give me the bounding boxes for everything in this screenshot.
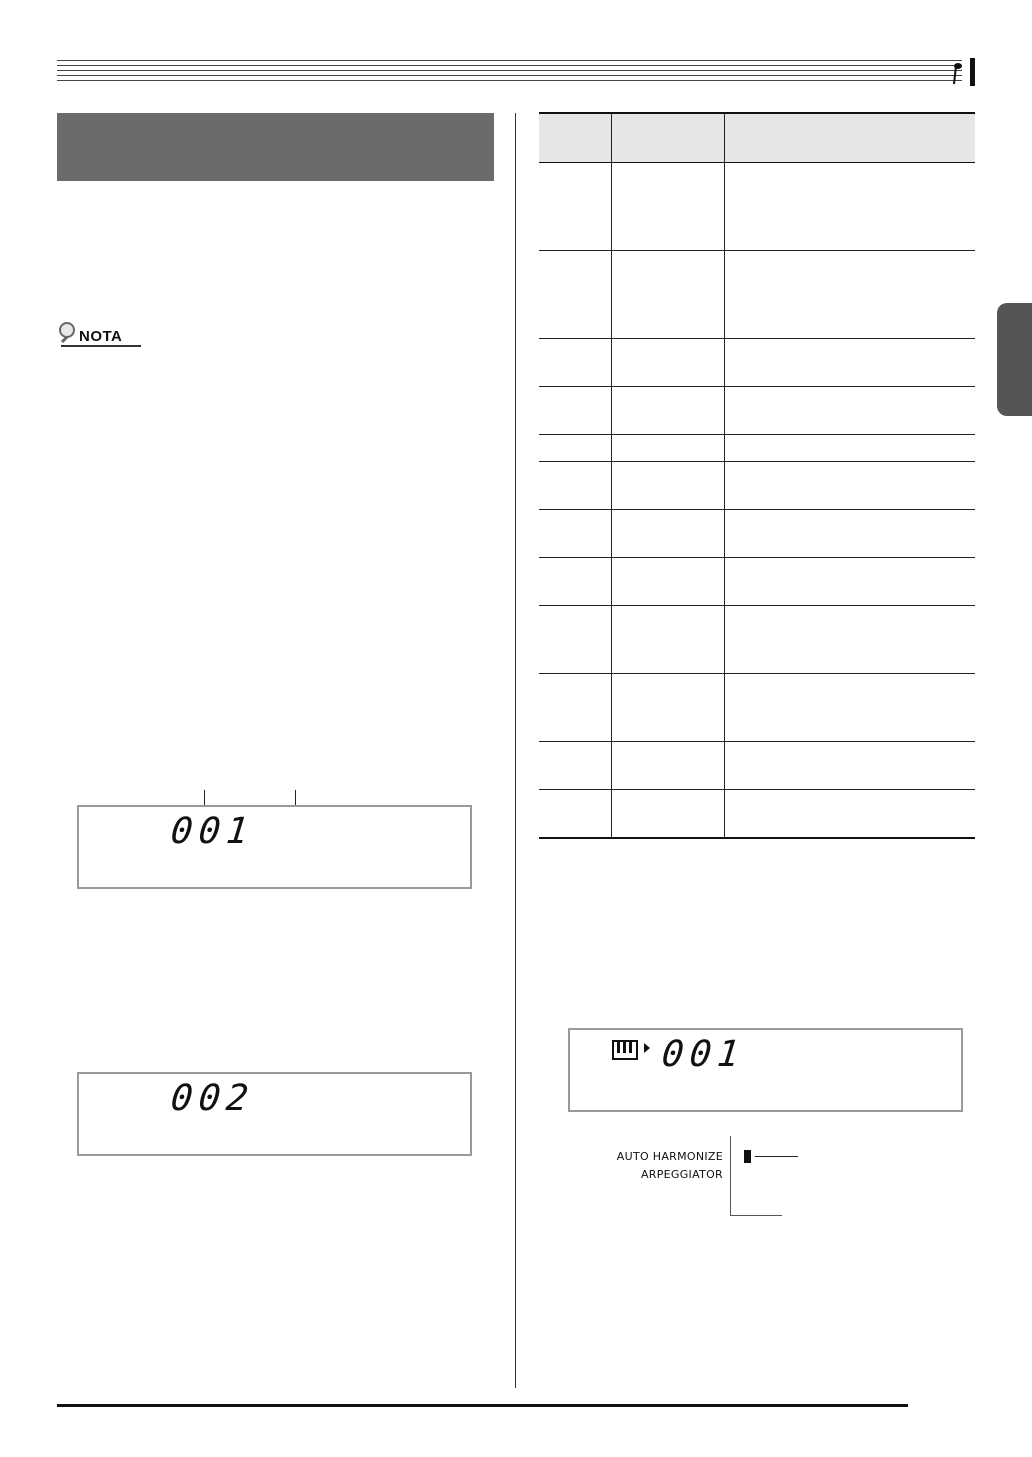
table-row (539, 462, 975, 510)
staff-line (57, 65, 962, 66)
table-row (539, 387, 975, 435)
table-header-cell (539, 113, 611, 163)
indicator-label-arpeggiator: ARPEGGIATOR (640, 1168, 723, 1181)
table-row (539, 674, 975, 742)
indicator-callout-line (755, 1156, 798, 1157)
table-header-cell (611, 113, 724, 163)
lcd-digits: 002 (168, 1078, 257, 1119)
indicator-bracket (730, 1136, 731, 1216)
note-badge (57, 320, 141, 348)
lcd-display-2 (77, 1072, 472, 1156)
staff-line (57, 75, 962, 76)
table-header-row (539, 113, 975, 163)
lcd-display-1 (77, 805, 472, 889)
column-divider (515, 113, 516, 1388)
table-row (539, 606, 975, 674)
staff-line (57, 80, 962, 81)
note-label: NOTA (79, 328, 123, 345)
lcd-digits: 001 (659, 1034, 748, 1075)
table-row (539, 163, 975, 251)
parameter-table (539, 112, 975, 839)
indicator-bracket-base (730, 1215, 782, 1216)
section-header-box (57, 113, 494, 181)
table-row (539, 339, 975, 387)
table-row (539, 790, 975, 838)
side-tab (997, 303, 1032, 416)
staff-line (57, 60, 962, 61)
keyboard-icon (612, 1040, 638, 1060)
arrow-right-icon (644, 1043, 650, 1053)
table-row (539, 251, 975, 339)
table-row (539, 742, 975, 790)
table-row (539, 510, 975, 558)
footer-rule (57, 1404, 908, 1407)
table-row (539, 558, 975, 606)
indicator-mark (744, 1150, 751, 1163)
magnifier-icon (57, 320, 79, 346)
music-note-icon (948, 58, 978, 86)
note-underline (61, 345, 141, 347)
indicator-label-auto-harmonize: AUTO HARMONIZE (616, 1150, 723, 1163)
table-row (539, 435, 975, 462)
table-header-cell (724, 113, 975, 163)
lcd-digits: 001 (168, 811, 257, 852)
staff-line (57, 70, 962, 71)
